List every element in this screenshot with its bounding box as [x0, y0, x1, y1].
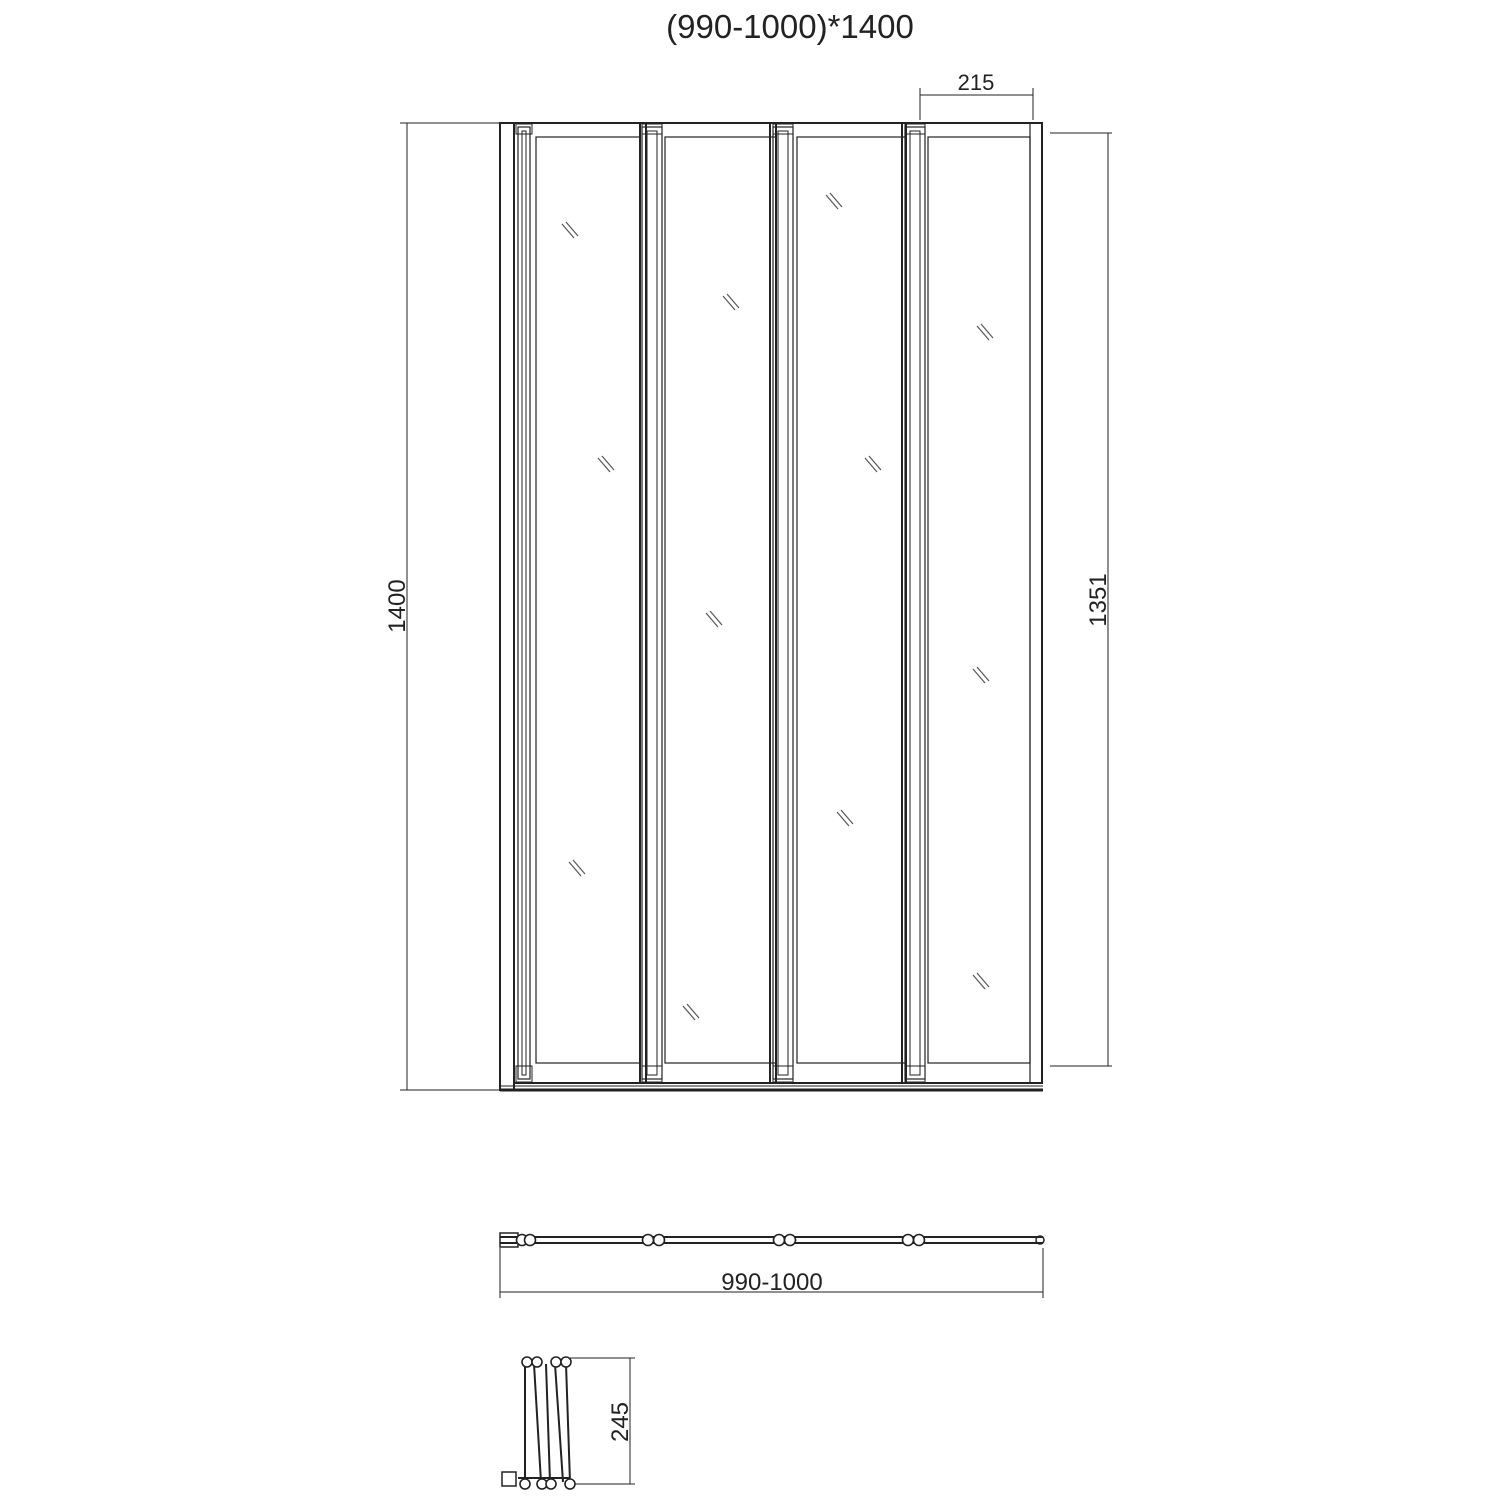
- folded-panel-line: [546, 1364, 550, 1482]
- glass-mark: [973, 667, 989, 683]
- overall-height-dimension: [384, 123, 500, 1090]
- plan-view-folded: [502, 1357, 575, 1489]
- folded-hinge-circle: [551, 1357, 561, 1367]
- glass-mark: [598, 456, 614, 472]
- glass-panel-4: [902, 123, 1042, 1083]
- wall-profile: [500, 123, 514, 1090]
- hinge-circle: [903, 1235, 914, 1246]
- folded-hinge-circle: [561, 1357, 571, 1367]
- glass-mark: [973, 973, 989, 989]
- hinge-circle: [774, 1235, 785, 1246]
- folded-hinge-circle: [546, 1479, 556, 1489]
- overall-width-label: 990-1000: [721, 1269, 823, 1296]
- folded-depth-label: 245: [607, 1401, 634, 1443]
- hinge-circle: [525, 1235, 536, 1246]
- panel-width-dimension: [920, 70, 1033, 120]
- glass-mark: [562, 222, 578, 238]
- panel-width-label: 215: [957, 70, 995, 95]
- glass-panel-3: [770, 123, 906, 1083]
- glass-mark: [723, 294, 739, 310]
- overall-height-label: 1400: [384, 579, 411, 633]
- hinge-circle: [914, 1235, 925, 1246]
- folded-hinge-circle: [522, 1357, 532, 1367]
- glass-mark: [837, 810, 853, 826]
- front-elevation: [500, 123, 1043, 1090]
- glass-height-label: 1351: [1085, 573, 1112, 627]
- glass-mark: [826, 193, 842, 209]
- hinge-circle: [654, 1235, 665, 1246]
- drawing-title: (990-1000)*1400: [666, 8, 914, 45]
- glass-mark: [977, 324, 993, 340]
- glass-panel-2: [640, 123, 776, 1083]
- folded-hinge-circle: [532, 1357, 542, 1367]
- glass-mark: [683, 1004, 699, 1020]
- folded-panel-line: [534, 1364, 541, 1482]
- folded-panels: [520, 1357, 575, 1489]
- overall-width-dimension: [500, 1248, 1043, 1298]
- folded-depth-dimension: [570, 1358, 635, 1484]
- glass-panel-1: [514, 123, 646, 1083]
- glass-mark: [865, 456, 881, 472]
- glass-mark: [569, 860, 585, 876]
- glass-height-dimension: [1050, 133, 1112, 1066]
- glass-mark: [706, 611, 722, 627]
- plan-view-unfolded: [500, 1233, 1044, 1247]
- hinge-circle: [643, 1235, 654, 1246]
- folded-hinge-circle: [520, 1479, 530, 1489]
- folded-hinge-circle: [565, 1479, 575, 1489]
- hinge-circle: [785, 1235, 796, 1246]
- folded-panel-line: [555, 1364, 563, 1482]
- folded-panel-line: [566, 1364, 570, 1482]
